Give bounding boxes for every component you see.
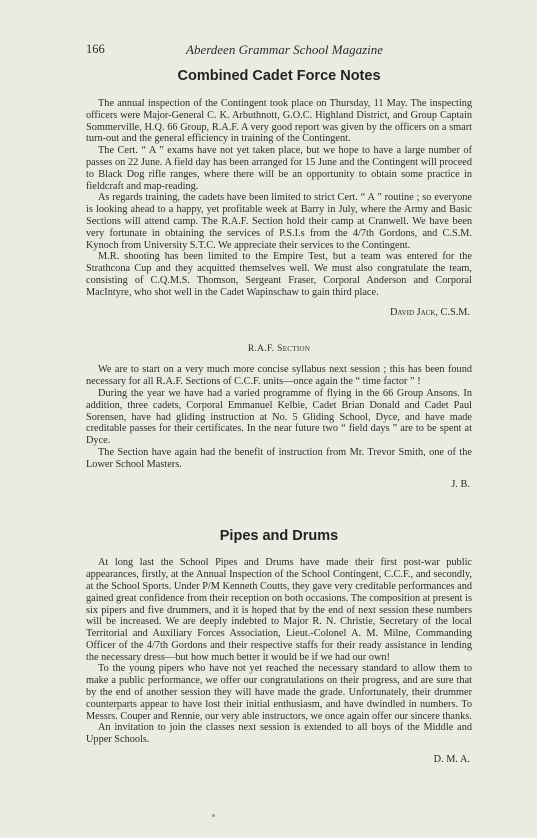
pipes-paragraph: An invitation to join the classes next session is extended to all boys of the Middle and Upper Schools.: [86, 722, 472, 746]
page-mark: [212, 814, 215, 817]
cadet-paragraph: The Cert. “ A ” exams have not yet taken place, but we hope to have a large number of passes on 22 June. A field day has been arranged for 15 June and the Contingent will proceed to Black Dog rifle ranges, where there will be an opportunity to obtain some practice in fieldcraft and map-reading.: [86, 145, 472, 192]
cadet-notes-title: Combined Cadet Force Notes: [177, 68, 381, 84]
cadet-paragraph: The annual inspection of the Contingent took place on Thursday, 11 May. The inspecting officers were Major-General C. K. Arbuthnott, G.O.C. Highland District, and Group Captain Sommerville, H.Q. 66 Group, R.A.F. A very good report was given by the officers on a smart turn-out and the general efficiency in training of the Contingent.: [86, 98, 472, 145]
page-content: [86, 62, 472, 766]
page-header: [86, 42, 466, 58]
cadet-signature: David Jack, C.S.M.: [389, 306, 470, 318]
pipes-drums-title: Pipes and Drums: [219, 528, 339, 545]
raf-paragraph: We are to start on a very much more concise syllabus next session ; this has been found necessary for all R.A.F. Sections of C.C.F. units—once again the “ time factor ” !: [86, 364, 472, 388]
page-number: 166: [86, 42, 105, 56]
raf-paragraph: During the year we have had a varied programme of flying in the 66 Group Ansons. In addition, three cadets, Corporal Emmanuel Kelbie, Cadet Brian Donald and Cadet Paul Sorensen, have had gliding instruction at No. 5 Gliding School, Dyce, and have made creditable passes for their certificates. In the near future two “ field days ” are to be spent at Dyce.: [86, 387, 472, 447]
pipes-paragraph: To the young pipers who have not yet reached the necessary standard to allow them to make a public performance, we offer our congratulations on their progress, and are sure that by the end of another session they will have made the grade. Unfortunately, their drummer counterparts appear to have lost their initial enthusiasm, and have dwindled in numbers. To Messrs. Couper and Rennie, our very able instructors, we once again offer our sincere thanks.: [86, 663, 472, 722]
pipes-paragraph: At long last the School Pipes and Drums have made their first post-war public appearances, firstly, at the Annual Inspection of the School Contingent, C.C.F., and secondly, at the School Sports. Under P/M Kenneth Coutts, they gave very creditable performances and gained great confidence from their reception on both occasions. The composition at present is six pipers and five drummers, and it is hoped that by the end of next session these numbers will be increased. We are deeply indebted to Major R. N. Christie, Secretary of the local Territorial and Auxiliary Forces Association, Lieut.-Colonel A. M. Milne, Commanding Officer of the 4/7th Gordons and their respective staffs for their ready assistance in lending the necessary dress—but how much better it would be if we had our own!: [86, 557, 472, 663]
pipes-signature: D. M. A.: [433, 754, 470, 766]
raf-paragraph: The Section have again had the benefit of instruction from Mr. Trevor Smith, one of the Lower School Masters.: [86, 446, 472, 470]
running-title: Aberdeen Grammar School Magazine: [186, 42, 384, 57]
raf-signature: J. B.: [451, 478, 470, 490]
raf-section-heading: R.A.F. Section: [247, 344, 311, 355]
cadet-paragraph: As regards training, the cadets have been limited to strict Cert. “ A ” routine ; so everyone is looking ahead to a happy, yet profitable week at Barry in July, where the Army and Basic Sections will attend camp. The R.A.F. Section hold their camp at Cranwell. We have been very fortunate in obtaining the services of P.S.I.s from the 4/7th Gordons, and C.S.M. Kynoch from University S.T.C. We appreciate their services to the Contingent.: [86, 192, 472, 251]
cadet-paragraph: M.R. shooting has been limited to the Empire Test, but a team was entered for the Strathcona Cup and they acquitted themselves well. We must also congratulate the team, consisting of C.Q.M.S. Thomson, Sergeant Fraser, Corporal Anderson and Corporal MacIntyre, who shot well in the Cadet Wapinschaw to gain third place.: [86, 251, 472, 298]
